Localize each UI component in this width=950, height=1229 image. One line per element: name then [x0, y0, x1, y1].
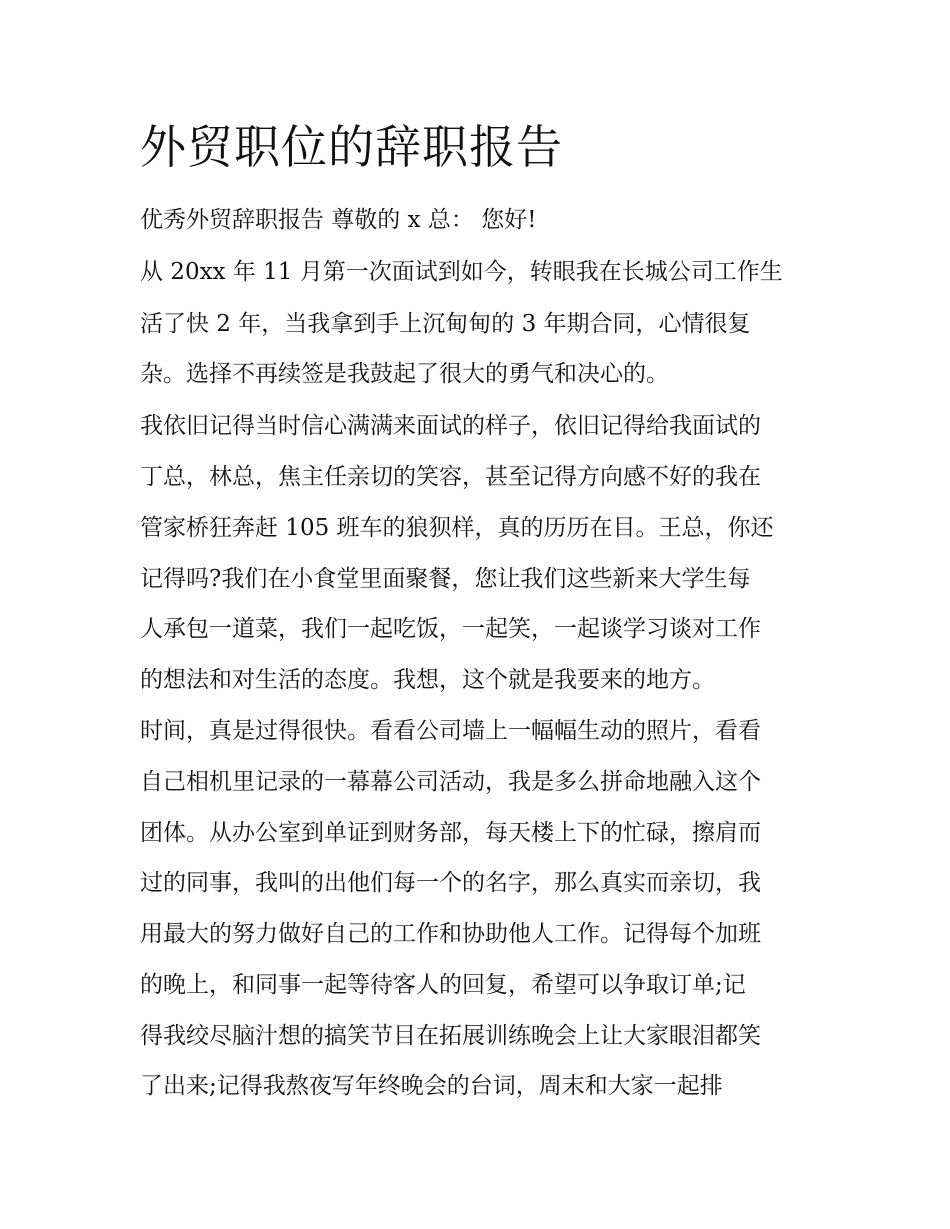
text-line: 团体。从办公室到单证到财务部，每天楼上下的忙碌，擦肩而 — [140, 820, 761, 846]
text-line: 活了快 2 年，当我拿到手上沉甸甸的 3 年期合同，心情很复 — [140, 311, 751, 337]
text-line: 我依旧记得当时信心满满来面试的样子，依旧记得给我面试的 — [140, 413, 761, 439]
text-line: 人承包一道菜，我们一起吃饭，一起笑，一起谈学习谈对工作 — [140, 616, 761, 642]
page-title: 外贸职位的辞职报告 — [140, 120, 563, 174]
text-line: 得我绞尽脑汁想的搞笑节目在拓展训练晚会上让大家眼泪都笑 — [140, 1023, 761, 1049]
text-line: 记得吗?我们在小食堂里面聚餐，您让我们这些新来大学生每 — [140, 566, 751, 592]
text-line: 过的同事，我叫的出他们每一个的名字，那么真实而亲切，我 — [140, 870, 761, 896]
text-line: 杂。选择不再续签是我鼓起了很大的勇气和决心的。 — [140, 361, 669, 387]
text-line: 用最大的努力做好自己的工作和协助他人工作。记得每个加班 — [140, 921, 761, 947]
text-line: 从 20xx 年 11 月第一次面试到如今，转眼我在长城公司工作生 — [140, 259, 783, 285]
text-line: 丁总，林总，焦主任亲切的笑容，甚至记得方向感不好的我在 — [140, 464, 761, 490]
text-line: 的想法和对生活的态度。我想，这个就是我要来的地方。 — [140, 667, 715, 693]
text-line: 了出来;记得我熬夜写年终晚会的台词，周末和大家一起排 — [140, 1073, 723, 1099]
text-line: 的晚上，和同事一起等待客人的回复，希望可以争取订单;记 — [140, 972, 746, 998]
text-line: 时间，真是过得很快。看看公司墙上一幅幅生动的照片，看看 — [140, 718, 761, 744]
text-line: 自己相机里记录的一幕幕公司活动，我是多么拼命地融入这个 — [140, 769, 761, 795]
text-line: 管家桥狂奔赶 105 班车的狼狈样，真的历历在目。王总，你还 — [140, 515, 774, 541]
text-line: 优秀外贸辞职报告 尊敬的 x 总： 您好! — [140, 207, 537, 233]
